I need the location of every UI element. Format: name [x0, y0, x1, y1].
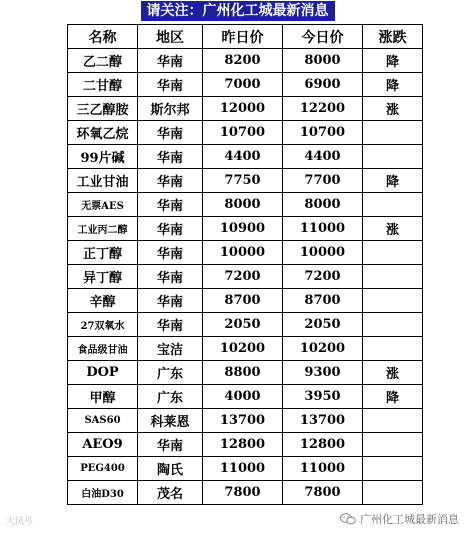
cell-name: 三乙醇胺 — [68, 97, 138, 121]
cell-region: 华南 — [138, 313, 203, 337]
cell-region: 华南 — [138, 169, 203, 193]
cell-yesterday: 10000 — [203, 241, 283, 265]
cell-yesterday: 7800 — [203, 481, 283, 505]
cell-name: 食品级甘油 — [68, 337, 138, 361]
cell-yesterday: 8000 — [203, 193, 283, 217]
cell-region: 陶氏 — [138, 457, 203, 481]
header-today: 今日价 — [283, 25, 363, 49]
cell-name: 工业丙二醇 — [68, 217, 138, 241]
cell-today: 9300 — [283, 361, 363, 385]
cell-change — [363, 121, 423, 145]
cell-yesterday: 7750 — [203, 169, 283, 193]
cell-name: SAS60 — [68, 409, 138, 433]
cell-change — [363, 145, 423, 169]
cell-change — [363, 241, 423, 265]
table-row — [68, 385, 423, 409]
cell-yesterday: 10200 — [203, 337, 283, 361]
cell-region: 茂名 — [138, 481, 203, 505]
cell-yesterday: 8200 — [203, 49, 283, 73]
cell-name: 27双氧水 — [68, 313, 138, 337]
header-change: 涨跌 — [363, 25, 423, 49]
cell-region: 科莱恩 — [138, 409, 203, 433]
cell-yesterday: 4000 — [203, 385, 283, 409]
banner-title: 请关注：广州化工城最新消息 — [141, 1, 335, 21]
banner — [0, 0, 475, 22]
cell-yesterday: 4400 — [203, 145, 283, 169]
table-body — [68, 49, 423, 505]
cell-region: 华南 — [138, 193, 203, 217]
cell-today: 7700 — [283, 169, 363, 193]
cell-yesterday: 8800 — [203, 361, 283, 385]
cell-region: 广东 — [138, 361, 203, 385]
watermark-left: 大风号 — [6, 517, 34, 527]
cell-change: 涨 — [363, 217, 423, 241]
cell-today: 11000 — [283, 457, 363, 481]
cell-today: 4400 — [283, 145, 363, 169]
cell-name: PEG400 — [68, 457, 138, 481]
cell-region: 华南 — [138, 73, 203, 97]
table-row — [68, 409, 423, 433]
cell-change: 涨 — [363, 97, 423, 121]
cell-today: 12200 — [283, 97, 363, 121]
cell-region: 华南 — [138, 121, 203, 145]
table-row — [68, 265, 423, 289]
cell-today: 13700 — [283, 409, 363, 433]
table-row — [68, 337, 423, 361]
cell-yesterday: 11000 — [203, 457, 283, 481]
cell-today: 10700 — [283, 121, 363, 145]
table-row — [68, 73, 423, 97]
cell-today: 3950 — [283, 385, 363, 409]
cell-today: 2050 — [283, 313, 363, 337]
cell-yesterday: 12000 — [203, 97, 283, 121]
cell-name: DOP — [68, 361, 138, 385]
cell-name: 辛醇 — [68, 289, 138, 313]
cell-region: 华南 — [138, 265, 203, 289]
cell-name: 异丁醇 — [68, 265, 138, 289]
cell-today: 8000 — [283, 193, 363, 217]
table-header-row — [68, 25, 423, 49]
cell-yesterday: 12800 — [203, 433, 283, 457]
table-row — [68, 121, 423, 145]
cell-yesterday: 13700 — [203, 409, 283, 433]
cell-today: 7200 — [283, 265, 363, 289]
cell-name: 99片碱 — [68, 145, 138, 169]
table-row — [68, 433, 423, 457]
cell-today: 6900 — [283, 73, 363, 97]
table-row — [68, 145, 423, 169]
table-row — [68, 241, 423, 265]
table-row — [68, 313, 423, 337]
cell-region: 宝洁 — [138, 337, 203, 361]
watermark-right — [340, 511, 459, 527]
table-row — [68, 97, 423, 121]
cell-change — [363, 265, 423, 289]
cell-yesterday: 7000 — [203, 73, 283, 97]
cell-region: 广东 — [138, 385, 203, 409]
cell-yesterday: 10700 — [203, 121, 283, 145]
cell-today: 8700 — [283, 289, 363, 313]
header-yesterday: 昨日价 — [203, 25, 283, 49]
wechat-icon — [340, 513, 356, 525]
cell-change — [363, 433, 423, 457]
cell-change: 涨 — [363, 361, 423, 385]
cell-yesterday: 7200 — [203, 265, 283, 289]
cell-today: 10000 — [283, 241, 363, 265]
cell-region: 华南 — [138, 289, 203, 313]
cell-change — [363, 457, 423, 481]
cell-change: 降 — [363, 169, 423, 193]
cell-change: 降 — [363, 49, 423, 73]
cell-name: AEO9 — [68, 433, 138, 457]
header-region: 地区 — [138, 25, 203, 49]
cell-change — [363, 409, 423, 433]
cell-yesterday: 2050 — [203, 313, 283, 337]
cell-today: 11000 — [283, 217, 363, 241]
cell-region: 斯尔邦 — [138, 97, 203, 121]
cell-name: 乙二醇 — [68, 49, 138, 73]
cell-region: 华南 — [138, 145, 203, 169]
cell-yesterday: 10900 — [203, 217, 283, 241]
cell-change — [363, 481, 423, 505]
watermark-right-text: 广州化工城最新消息 — [360, 513, 459, 526]
table-row — [68, 217, 423, 241]
cell-today: 8000 — [283, 49, 363, 73]
cell-name: 无票AES — [68, 193, 138, 217]
price-table — [67, 24, 423, 505]
cell-yesterday: 8700 — [203, 289, 283, 313]
cell-name: 二甘醇 — [68, 73, 138, 97]
cell-name: 正丁醇 — [68, 241, 138, 265]
cell-change: 降 — [363, 385, 423, 409]
table-row — [68, 49, 423, 73]
table-row — [68, 361, 423, 385]
cell-name: 白油D30 — [68, 481, 138, 505]
cell-change — [363, 313, 423, 337]
cell-region: 华南 — [138, 241, 203, 265]
table-row — [68, 481, 423, 505]
cell-change — [363, 337, 423, 361]
cell-name: 工业甘油 — [68, 169, 138, 193]
cell-change — [363, 193, 423, 217]
table-row — [68, 457, 423, 481]
table-row — [68, 289, 423, 313]
cell-today: 7800 — [283, 481, 363, 505]
cell-name: 环氧乙烷 — [68, 121, 138, 145]
cell-region: 华南 — [138, 433, 203, 457]
cell-today: 12800 — [283, 433, 363, 457]
table-row — [68, 193, 423, 217]
cell-name: 甲醇 — [68, 385, 138, 409]
cell-change: 降 — [363, 73, 423, 97]
cell-region: 华南 — [138, 217, 203, 241]
table-row — [68, 169, 423, 193]
cell-change — [363, 289, 423, 313]
cell-region: 华南 — [138, 49, 203, 73]
header-name: 名称 — [68, 25, 138, 49]
cell-today: 10200 — [283, 337, 363, 361]
